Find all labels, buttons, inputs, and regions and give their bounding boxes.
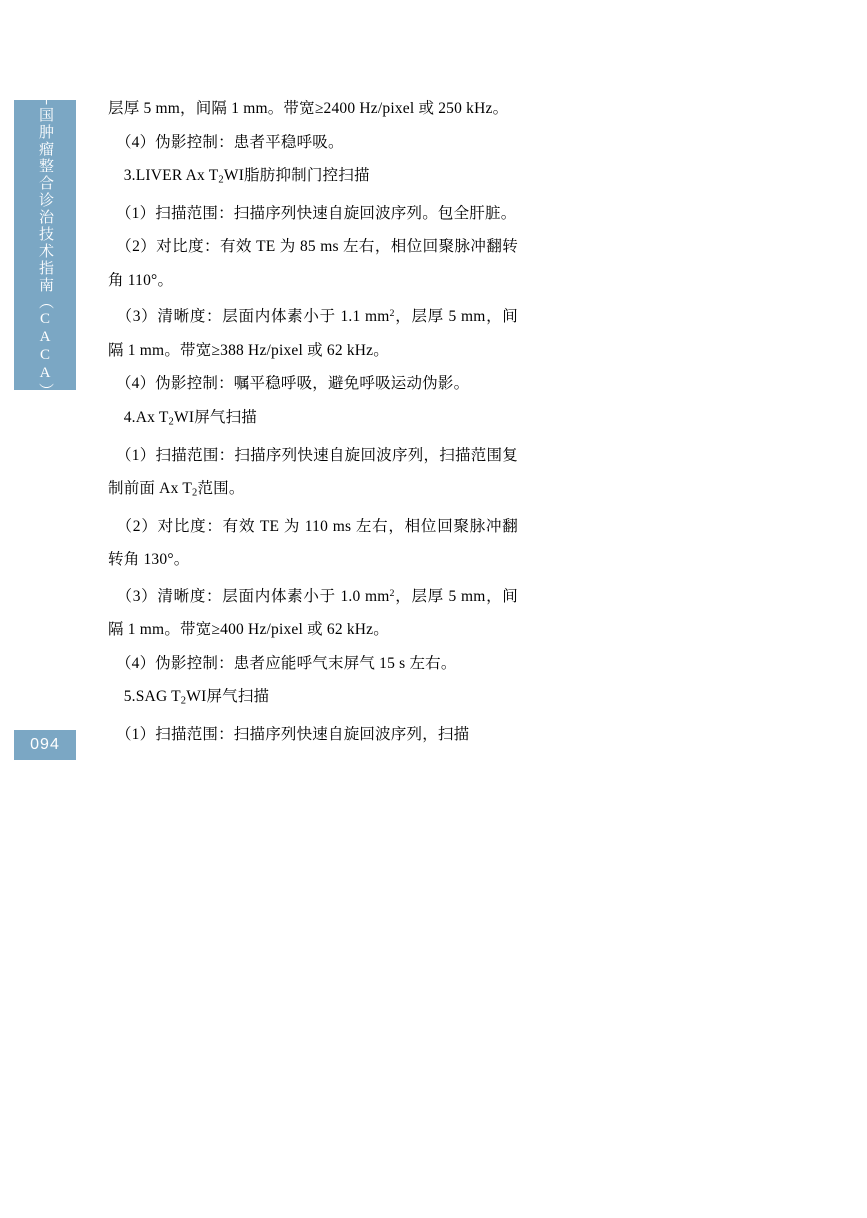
body-text-column — [108, 92, 518, 752]
running-title-tab — [14, 90, 76, 400]
paragraph: （4）伪影控制：嘱平稳呼吸，避免呼吸运动伪影。 — [108, 375, 470, 393]
paragraph: （1）扫描范围：扫描序列快速自旋回波序列，扫描范围复制前面 Ax $T_2$范围。 — [108, 446, 518, 499]
running-title-text: 中国肿瘤整合诊治技术指南（CACA） — [37, 90, 53, 400]
page-number-badge — [14, 730, 76, 760]
paragraph: （3）清晰度：层面内体素小于 1.0 $mm^2$，层厚 5 mm，间隔 1 mm。带宽≥400 Hz/pixel 或 62 kHz。 — [108, 587, 519, 639]
page-number: 094 — [30, 736, 60, 753]
paragraph: 层厚 5 mm，间隔 1 mm。带宽≥2400 Hz/pixel 或 250 kHz。 — [108, 100, 509, 117]
paragraph: （2）对比度：有效 TE 为 110 ms 左右，相位回聚脉冲翻转角 130°。 — [108, 517, 518, 569]
paragraph-heading: 5.SAG $T_2WI$屏气扫描 — [108, 688, 270, 707]
paragraph: （4）伪影控制：患者平稳呼吸。 — [108, 133, 344, 151]
paragraph: （1）扫描范围：扫描序列快速自旋回波序列，扫描 — [108, 726, 470, 744]
paragraph-heading: 4.Ax $T_2WI$屏气扫描 — [108, 408, 258, 428]
paragraph: （4）伪影控制：患者应能呼气末屏气 15 s 左右。 — [108, 654, 457, 672]
paragraph: （3）清晰度：层面内体素小于 1.1 $mm^2$，层厚 5 mm，间隔 1 mm。带宽≥388 Hz/pixel 或 62 kHz。 — [108, 308, 519, 359]
paragraph: （1）扫描范围：扫描序列快速自旋回波序列。包全肝脏。 — [108, 204, 517, 222]
paragraph-heading: 3.LIVER Ax $T_2WI$脂肪抑制门控扫描 — [108, 167, 370, 186]
paragraph: （2）对比度：有效 TE 为 85 ms 左右，相位回聚脉冲翻转角 110°。 — [108, 238, 518, 289]
